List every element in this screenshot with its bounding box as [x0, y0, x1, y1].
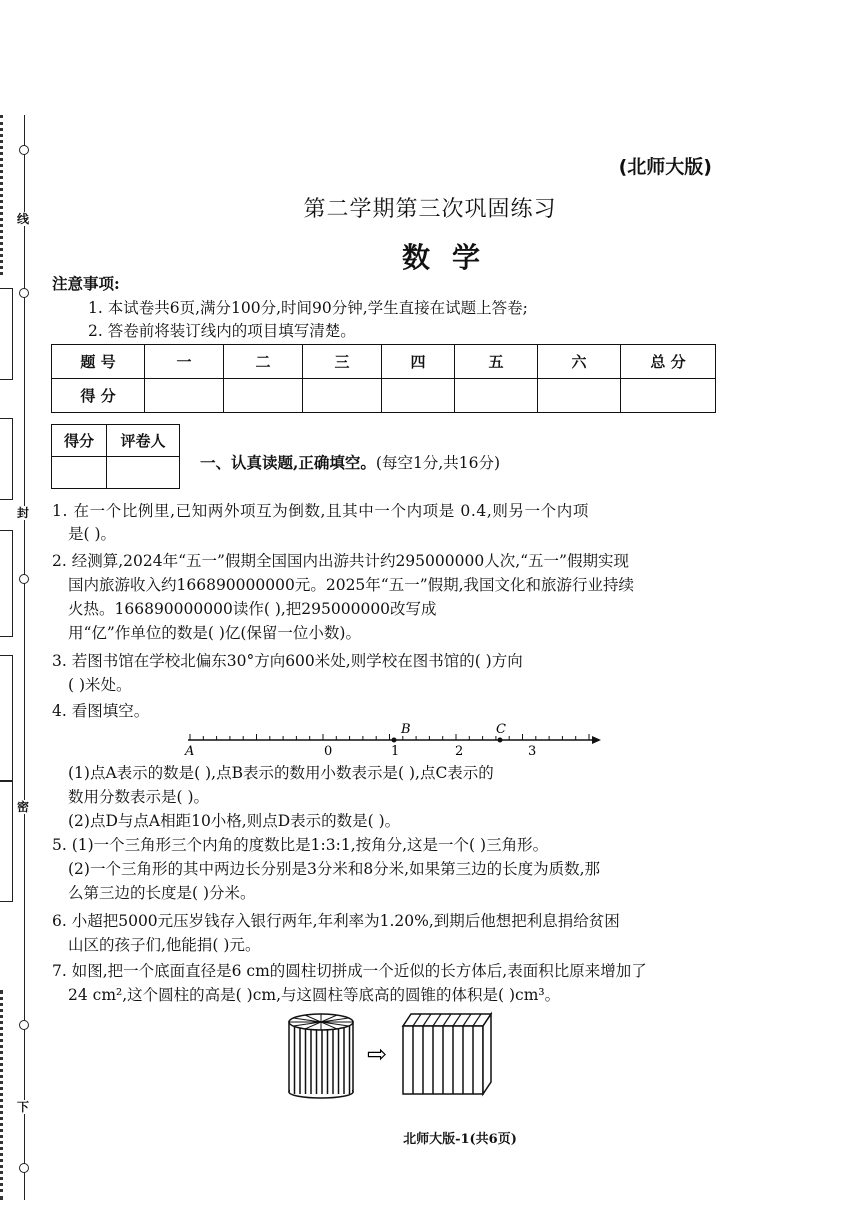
score-cell[interactable] — [145, 379, 224, 413]
binding-circle — [19, 288, 29, 298]
binding-char-feng: 封 — [17, 506, 30, 520]
page-footer: 北师大版-1(共6页) — [403, 1132, 517, 1147]
number-line-ticks — [190, 734, 589, 740]
point-c-label: C — [496, 722, 506, 737]
score-row-label: 得 分 — [52, 379, 145, 413]
binding-line — [24, 115, 25, 1200]
point-c-dot — [498, 738, 503, 743]
cuboid-drawing — [403, 1014, 491, 1094]
question-1: 1. 在一个比例里,已知两外项互为倒数,且其中一个内项是 0.4,则另一个内项 — [52, 502, 589, 520]
point-b-label: B — [401, 722, 411, 737]
notice-item: 2. 答卷前将装订线内的项目填写清楚。 — [88, 322, 356, 340]
question-2-cont: 国内旅游收入约166890000000元。2025年“五一”假期,我国文化和旅游行业持续 — [68, 576, 635, 594]
grader-score-label: 得分 — [52, 425, 107, 457]
score-header-cell: 四 — [382, 345, 455, 379]
cylinder-cuboid-figure — [285, 1008, 495, 1100]
grader-name-label: 评卷人 — [107, 425, 180, 457]
point-b-dot — [392, 738, 397, 743]
question-2-cont: 用“亿”作单位的数是( )亿(保留一位小数)。 — [68, 624, 361, 642]
binding-char-mi: 密 — [17, 800, 30, 814]
edition-label: (北师大版) — [618, 156, 712, 178]
question-4-1-cont: 数用分数表示是( )。 — [68, 788, 210, 806]
number-line-arrow — [592, 736, 601, 744]
number-line-figure — [180, 718, 610, 762]
question-5-1: 5. (1)一个三角形三个内角的度数比是1:3:1,按角分,这是一个( )三角形。 — [52, 836, 549, 854]
question-4: 4. 看图填空。 — [52, 702, 150, 720]
question-2: 2. 经测算,2024年“五一”假期全国国内出游共计约295000000人次,“五一”假期实现 — [52, 552, 629, 570]
score-header-cell: 二 — [224, 345, 303, 379]
notice-item: 1. 本试卷共6页,满分100分,时间90分钟,学生直接在试题上答卷; — [88, 299, 528, 317]
question-1-cont: 是( )。 — [68, 525, 117, 543]
question-4-2: (2)点D与点A相距10小格,则点D表示的数是( )。 — [68, 812, 401, 830]
exam-title: 第二学期第三次巩固练习 — [303, 197, 557, 222]
point-a-label: A — [185, 744, 195, 759]
score-header-cell: 五 — [455, 345, 538, 379]
binding-circle — [19, 1163, 29, 1173]
binding-field-box — [0, 418, 13, 500]
section1-note: (每空1分,共16分) — [375, 454, 501, 472]
question-6: 6. 小超把5000元压岁钱存入银行两年,年利率为1.20%,到期后他想把利息捐给贫困 — [52, 912, 620, 930]
question-2-cont: 火热。166890000000读作( ),把295000000改写成 — [68, 600, 437, 618]
score-cell[interactable] — [455, 379, 538, 413]
question-6-cont: 山区的孩子们,他能捐( )元。 — [68, 936, 261, 954]
score-header-cell: 题 号 — [52, 345, 145, 379]
binding-circle — [19, 574, 29, 584]
score-header-cell: 六 — [538, 345, 621, 379]
tick-label-0: 0 — [324, 744, 333, 759]
score-table — [51, 344, 716, 413]
binding-field-box — [0, 288, 13, 380]
score-cell[interactable] — [382, 379, 455, 413]
grader-box — [51, 424, 180, 489]
binding-field-box — [0, 655, 13, 782]
question-3-cont: ( )米处。 — [68, 676, 132, 694]
section1-heading — [200, 451, 500, 475]
subject-title: 数学 — [401, 241, 502, 274]
binding-dots-bottom — [0, 990, 10, 1200]
binding-char-xia: 下 — [17, 1100, 30, 1114]
grader-score-cell[interactable] — [52, 457, 107, 489]
section1-title: 一、认真读题,正确填空。 — [200, 453, 376, 472]
question-3: 3. 若图书馆在学校北偏东30°方向600米处,则学校在图书馆的( )方向 — [52, 652, 523, 670]
question-5-2: (2)一个三角形的其中两边长分别是3分米和8分米,如果第三边的长度为质数,那 — [68, 860, 601, 878]
notice-heading: 注意事项: — [52, 274, 120, 293]
binding-char-xian: 线 — [17, 212, 30, 226]
score-cell[interactable] — [621, 379, 716, 413]
score-header-cell: 三 — [303, 345, 382, 379]
transform-arrow-icon: ⇨ — [367, 1040, 388, 1068]
grader-name-cell[interactable] — [107, 457, 180, 489]
question-5-2-cont: 么第三边的长度是( )分米。 — [68, 884, 256, 902]
score-table-header-row — [52, 345, 716, 379]
score-cell[interactable] — [303, 379, 382, 413]
question-7-cont: 24 cm²,这个圆柱的高是( )cm,与这圆柱等底高的圆锥的体积是( )cm³。 — [68, 986, 561, 1004]
score-cell[interactable] — [538, 379, 621, 413]
binding-circle — [19, 1020, 29, 1030]
cylinder-drawing — [289, 1014, 353, 1098]
binding-circle — [19, 145, 29, 155]
binding-field-box — [0, 530, 13, 637]
score-cell[interactable] — [224, 379, 303, 413]
tick-label-1: 1 — [391, 744, 400, 759]
score-table-score-row — [52, 379, 716, 413]
score-header-cell: 总 分 — [621, 345, 716, 379]
tick-label-2: 2 — [455, 744, 464, 759]
question-4-1: (1)点A表示的数是( ),点B表示的数用小数表示是( ),点C表示的 — [68, 764, 494, 782]
tick-label-3: 3 — [528, 744, 537, 759]
score-header-cell: 一 — [145, 345, 224, 379]
question-7: 7. 如图,把一个底面直径是6 cm的圆柱切拼成一个近似的长方体后,表面积比原来增加了 — [52, 962, 647, 980]
binding-field-box — [0, 780, 13, 902]
